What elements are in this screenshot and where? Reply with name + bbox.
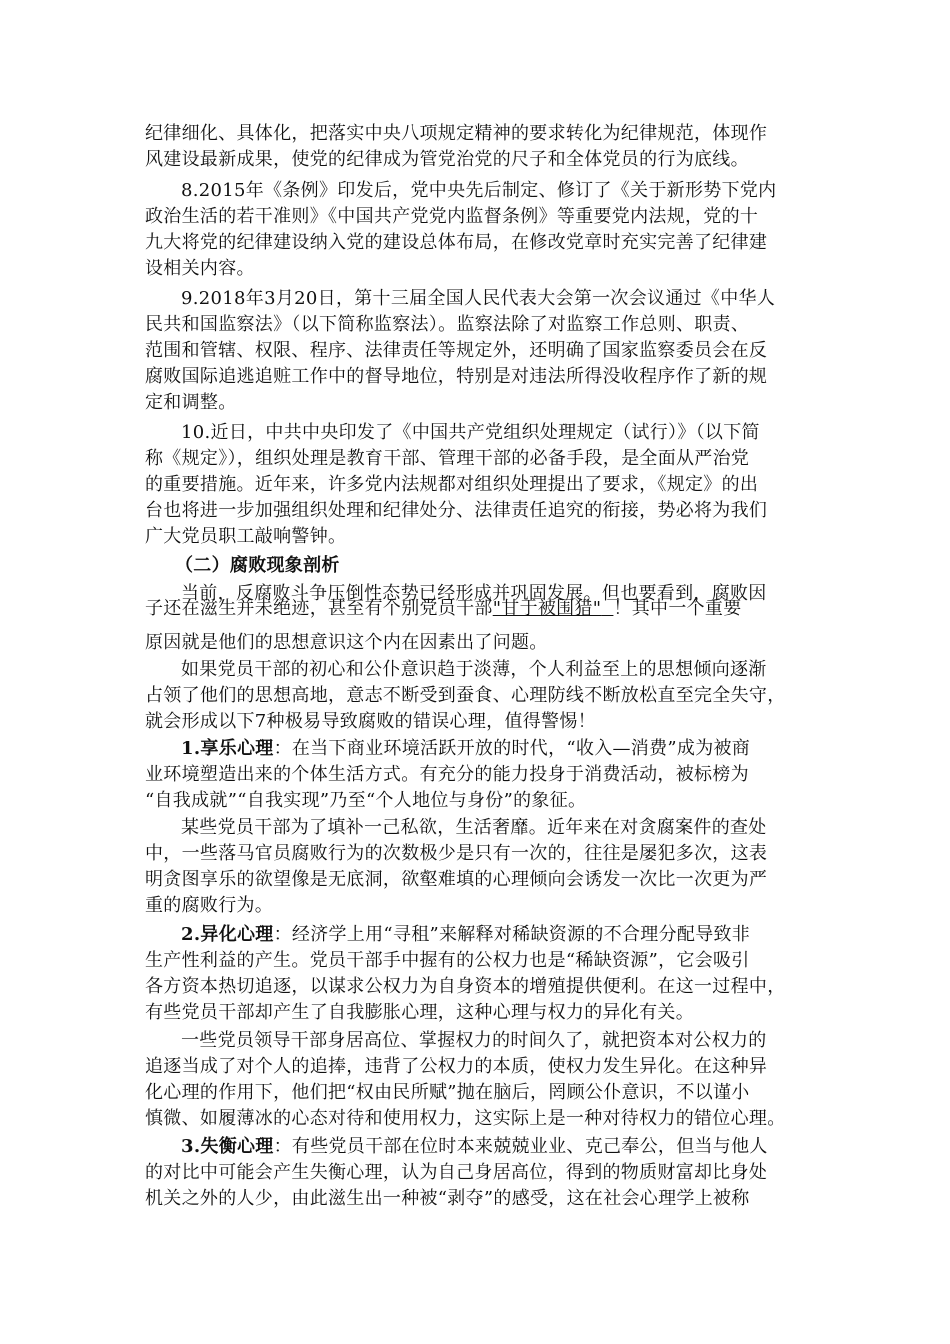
underlined-phrase: "甘于被围猎" bbox=[492, 598, 602, 619]
paragraph-3 bbox=[145, 286, 807, 416]
item-title: 2.异化心理 bbox=[181, 924, 274, 945]
text-line: 追逐当成了对个人的追捧，违背了公权力的本质，使权力发生异化。在这种异 bbox=[145, 1056, 768, 1077]
text-line: 范围和管辖、权限、程序、法律责任等规定外，还明确了国家监察委员会在反 bbox=[145, 340, 768, 361]
text-line: 广大党员职工敲响警钟。 bbox=[145, 526, 347, 547]
text-line: “自我成就”“自我实现”乃至“个人地位与身份”的象征。 bbox=[145, 790, 587, 811]
text-line: 称《规定》），组织处理是教育干部、管理干部的必备手段，是全面从严治党 bbox=[145, 448, 750, 469]
text-line: 九大将党的纪律建设纳入党的建设总体布局，在修改党章时充实完善了纪律建 bbox=[145, 232, 768, 253]
text-line: 如果党员干部的初心和公仆意识趋于淡薄，个人利益至上的思想倾向逐渐 bbox=[181, 659, 767, 680]
text-line: 各方资本热切追逐，以谋求公权力为自身资本的增殖提供便利。在这一过程中， bbox=[145, 976, 786, 997]
paragraph-11 bbox=[145, 1134, 807, 1212]
paragraph-10 bbox=[145, 1028, 807, 1132]
text-line: 就会形成以下7种极易导致腐败的错误心理，值得警惕！ bbox=[145, 711, 596, 732]
text-line: 9.2018年3月20日，第十三届全国人民代表大会第一次会议通过《中华人 bbox=[181, 288, 776, 309]
text-line: 明贪图享乐的欲望像是无底洞，欲壑难填的心理倾向会诱发一次比一次更为严 bbox=[145, 869, 768, 890]
text-line: 当前，反腐败斗争压倒性态势已经形成并巩固发展。但也要看到，腐败因 bbox=[181, 583, 767, 604]
text-line: 生产性利益的产生。党员干部手中握有的公权力也是“稀缺资源”，它会吸引 bbox=[145, 950, 750, 971]
text-line: 化心理的作用下，他们把“权由民所赋”抛在脑后，罔顾公仆意识，不以谨小 bbox=[145, 1082, 750, 1103]
text-line bbox=[145, 736, 807, 762]
text-line: 某些党员干部为了填补一己私欲，生活奢靡。近年来在对贪腐案件的查处 bbox=[181, 817, 767, 838]
text-line: 定和调整。 bbox=[145, 392, 237, 413]
text-line: 的对比中可能会产生失衡心理，认为自己身居高位，得到的物质财富却比身处 bbox=[145, 1162, 768, 1183]
paragraph-4 bbox=[145, 420, 807, 550]
text-line: 腐败国际追逃追赃工作中的督导地位，特别是对违法所得没收程序作了新的规 bbox=[145, 366, 768, 387]
text-span: ：经济学上用“寻租”来解释对稀缺资源的不合理分配导致非 bbox=[273, 924, 751, 945]
text-line: 重的腐败行为。 bbox=[145, 895, 274, 916]
text-line: 的重要措施。近年来，许多党内法规都对组织处理提出了要求，《规定》的出 bbox=[145, 474, 759, 495]
text-line: 设相关内容。 bbox=[145, 258, 255, 279]
text-line: 政治生活的若干准则》《中国共产党党内监督条例》等重要党内法规，党的十 bbox=[145, 206, 759, 227]
underlined-blank bbox=[601, 598, 613, 619]
text-span: ：有些党员干部在位时本来兢兢业业、克己奉公，但当与他人 bbox=[273, 1136, 768, 1157]
text-line: 有些党员干部却产生了自我膨胀心理，这种心理与权力的异化有关。 bbox=[145, 1002, 694, 1023]
text-span: ：在当下商业环境活跃开放的时代，“收入—消费”成为被商 bbox=[273, 738, 751, 759]
paragraph-2 bbox=[145, 178, 807, 282]
text-line: 中，一些落马官员腐败行为的次数极少是只有一次的，往往是屡犯多次，这表 bbox=[145, 843, 768, 864]
text-line: 风建设最新成果，使党的纪律成为管党治党的尺子和全体党员的行为底线。 bbox=[145, 149, 749, 170]
paragraph-5-line-2 bbox=[145, 596, 807, 622]
text-line bbox=[145, 596, 807, 622]
text-line bbox=[145, 1134, 807, 1160]
section-heading-text: （二）腐败现象剖析 bbox=[175, 555, 340, 576]
text-line: 慎微、如履薄冰的心态对待和使用权力，这实际上是一种对待权力的错位心理。 bbox=[145, 1108, 786, 1129]
text-line: 一些党员领导干部身居高位、掌握权力的时间久了，就把资本对公权力的 bbox=[181, 1030, 767, 1051]
text-span: 子还在滋生并未绝迹，甚至有个别党员干部 bbox=[145, 598, 493, 619]
section-heading bbox=[145, 553, 807, 579]
text-line: 占领了他们的思想高地，意志不断受到蚕食、心理防线不断放松直至完全失守， bbox=[145, 685, 786, 706]
paragraph-9 bbox=[145, 922, 807, 1026]
text-line: 民共和国监察法》（以下简称监察法）。监察法除了对监察工作总则、职责、 bbox=[145, 314, 750, 335]
text-line: 10.近日，中共中央印发了《中国共产党组织处理规定（试行）》（以下简 bbox=[181, 422, 760, 443]
text-line: 8.2015年《条例》印发后，党中央先后制定、修订了《关于新形势下党内 bbox=[181, 180, 777, 201]
item-title: 1.享乐心理 bbox=[181, 738, 274, 759]
text-line bbox=[145, 922, 807, 948]
text-span: ！其中一个重要 bbox=[613, 598, 742, 619]
paragraph-8 bbox=[145, 815, 807, 919]
text-line: 纪律细化、具体化，把落实中央八项规定精神的要求转化为纪律规范，体现作 bbox=[145, 123, 768, 144]
item-title: 3.失衡心理 bbox=[181, 1136, 274, 1157]
text-line: 原因就是他们的思想意识这个内在因素出了问题。 bbox=[145, 632, 548, 653]
text-line: 台也将进一步加强组织处理和纪律处分、法律责任追究的衔接，势必将为我们 bbox=[145, 500, 768, 521]
paragraph-6 bbox=[145, 657, 807, 735]
paragraph-1 bbox=[145, 121, 807, 173]
paragraph-7 bbox=[145, 736, 807, 814]
text-line: 机关之外的人少，由此滋生出一种被“剥夺”的感受，这在社会心理学上被称 bbox=[145, 1188, 750, 1209]
paragraph-5-line-3 bbox=[145, 630, 807, 656]
text-line: 业环境塑造出来的个体生活方式。有充分的能力投身于消费活动，被标榜为 bbox=[145, 764, 749, 785]
